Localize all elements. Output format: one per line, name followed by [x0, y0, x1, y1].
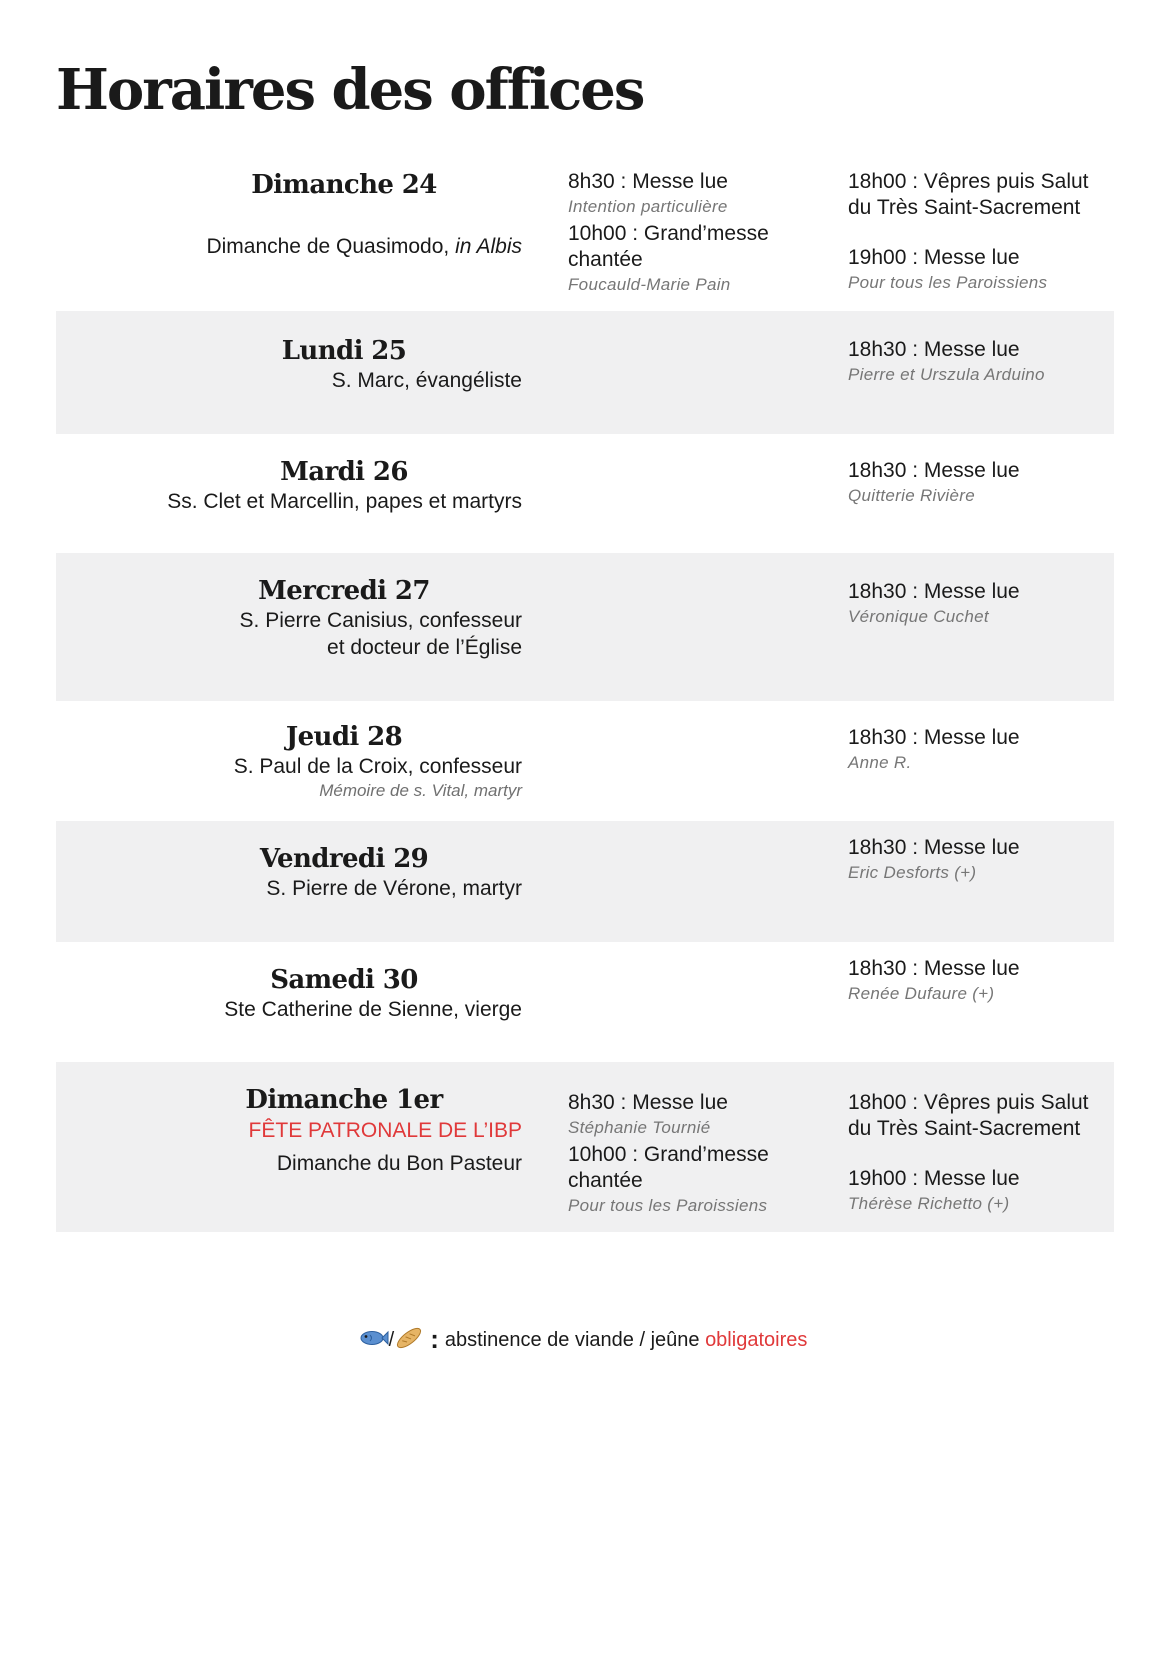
mass-intention: Véronique Cuchet [848, 607, 989, 626]
day-label: Dimanche 1er [245, 1085, 443, 1115]
mass-intention: Renée Dufaure (+) [848, 984, 995, 1003]
mass-intention: Thérèse Richetto (+) [848, 1194, 1010, 1213]
mass-time: 8h30 : Messe lue [568, 1091, 728, 1114]
page-title: Horaires des offices [56, 57, 644, 123]
schedule-row [56, 553, 1114, 701]
feast-label: S. Pierre Canisius, confesseur [239, 609, 522, 632]
mass-intention: Pour tous les Paroissiens [848, 273, 1048, 292]
mass-intention: Pierre et Urszula Arduino [848, 365, 1045, 384]
mass-time: 18h30 : Messe lue [848, 580, 1020, 603]
day-label: Mardi 26 [280, 457, 408, 487]
feast-label: S. Pierre de Vérone, martyr [266, 877, 522, 900]
mass-time: 19h00 : Messe lue [848, 1167, 1020, 1190]
patronal-feast-label: FÊTE PATRONALE DE L’IBP [248, 1119, 522, 1142]
mass-intention: Anne R. [848, 753, 912, 772]
schedule-row [56, 942, 1114, 1062]
mass-time: 19h00 : Messe lue [848, 246, 1020, 269]
feast-label: Ss. Clet et Marcellin, papes et martyrs [167, 490, 522, 513]
schedule-row [56, 821, 1114, 942]
mass-intention: Stéphanie Tournié [568, 1118, 711, 1137]
mass-intention: Intention particulière [568, 197, 728, 216]
feast-label: et docteur de l’Église [327, 636, 522, 659]
mass-time: 18h00 : Vêpres puis Salut du Très Saint-Sacrement [848, 170, 1089, 219]
feast-label: S. Marc, évangéliste [331, 369, 522, 392]
memoire-label: Mémoire de s. Vital, martyr [319, 781, 522, 800]
schedule-row [56, 701, 1114, 821]
fish-icon [359, 1328, 389, 1354]
mass-time: 10h00 : Grand’messe chantée [568, 1143, 769, 1192]
day-label: Lundi 25 [281, 336, 407, 366]
mass-time: 8h30 : Messe lue [568, 170, 728, 193]
legend [0, 1324, 1166, 1357]
feast-label: S. Paul de la Croix, confesseur [233, 755, 522, 778]
mass-intention: Pour tous les Paroissiens [568, 1196, 768, 1215]
day-label: Dimanche 24 [251, 170, 437, 200]
schedule-row [56, 434, 1114, 553]
schedule-row [56, 161, 1114, 311]
day-label: Jeudi 28 [285, 722, 403, 752]
day-label: Mercredi 27 [258, 576, 430, 606]
feast-label: Dimanche de Quasimodo, in Albis [206, 235, 522, 258]
legend-separator: / [388, 1329, 395, 1351]
mass-intention: Eric Desforts (+) [848, 863, 977, 882]
mass-time: 18h30 : Messe lue [848, 459, 1020, 482]
day-label: Samedi 30 [270, 965, 418, 995]
mass-time: 18h30 : Messe lue [848, 836, 1020, 859]
mass-time: 10h00 : Grand’messe chantée [568, 222, 769, 271]
feast-label: Dimanche du Bon Pasteur [276, 1152, 522, 1175]
day-label: Vendredi 29 [259, 844, 429, 874]
mass-time: 18h00 : Vêpres puis Salut du Très Saint-Sacrement [848, 1091, 1089, 1140]
legend-colon: : [430, 1324, 439, 1354]
schedule-row [56, 311, 1114, 434]
mass-time: 18h30 : Messe lue [848, 957, 1020, 980]
mass-intention: Foucauld-Marie Pain [568, 275, 731, 294]
bread-icon [394, 1325, 424, 1357]
mass-intention: Quitterie Rivière [848, 486, 975, 505]
legend-highlight: obligatoires [705, 1329, 808, 1351]
feast-label: Ste Catherine de Sienne, vierge [224, 998, 522, 1021]
legend-text: abstinence de viande / jeûne [444, 1329, 706, 1351]
mass-time: 18h30 : Messe lue [848, 338, 1020, 361]
schedule-table [56, 161, 1114, 1232]
mass-time: 18h30 : Messe lue [848, 726, 1020, 749]
schedule-row [56, 1062, 1114, 1232]
